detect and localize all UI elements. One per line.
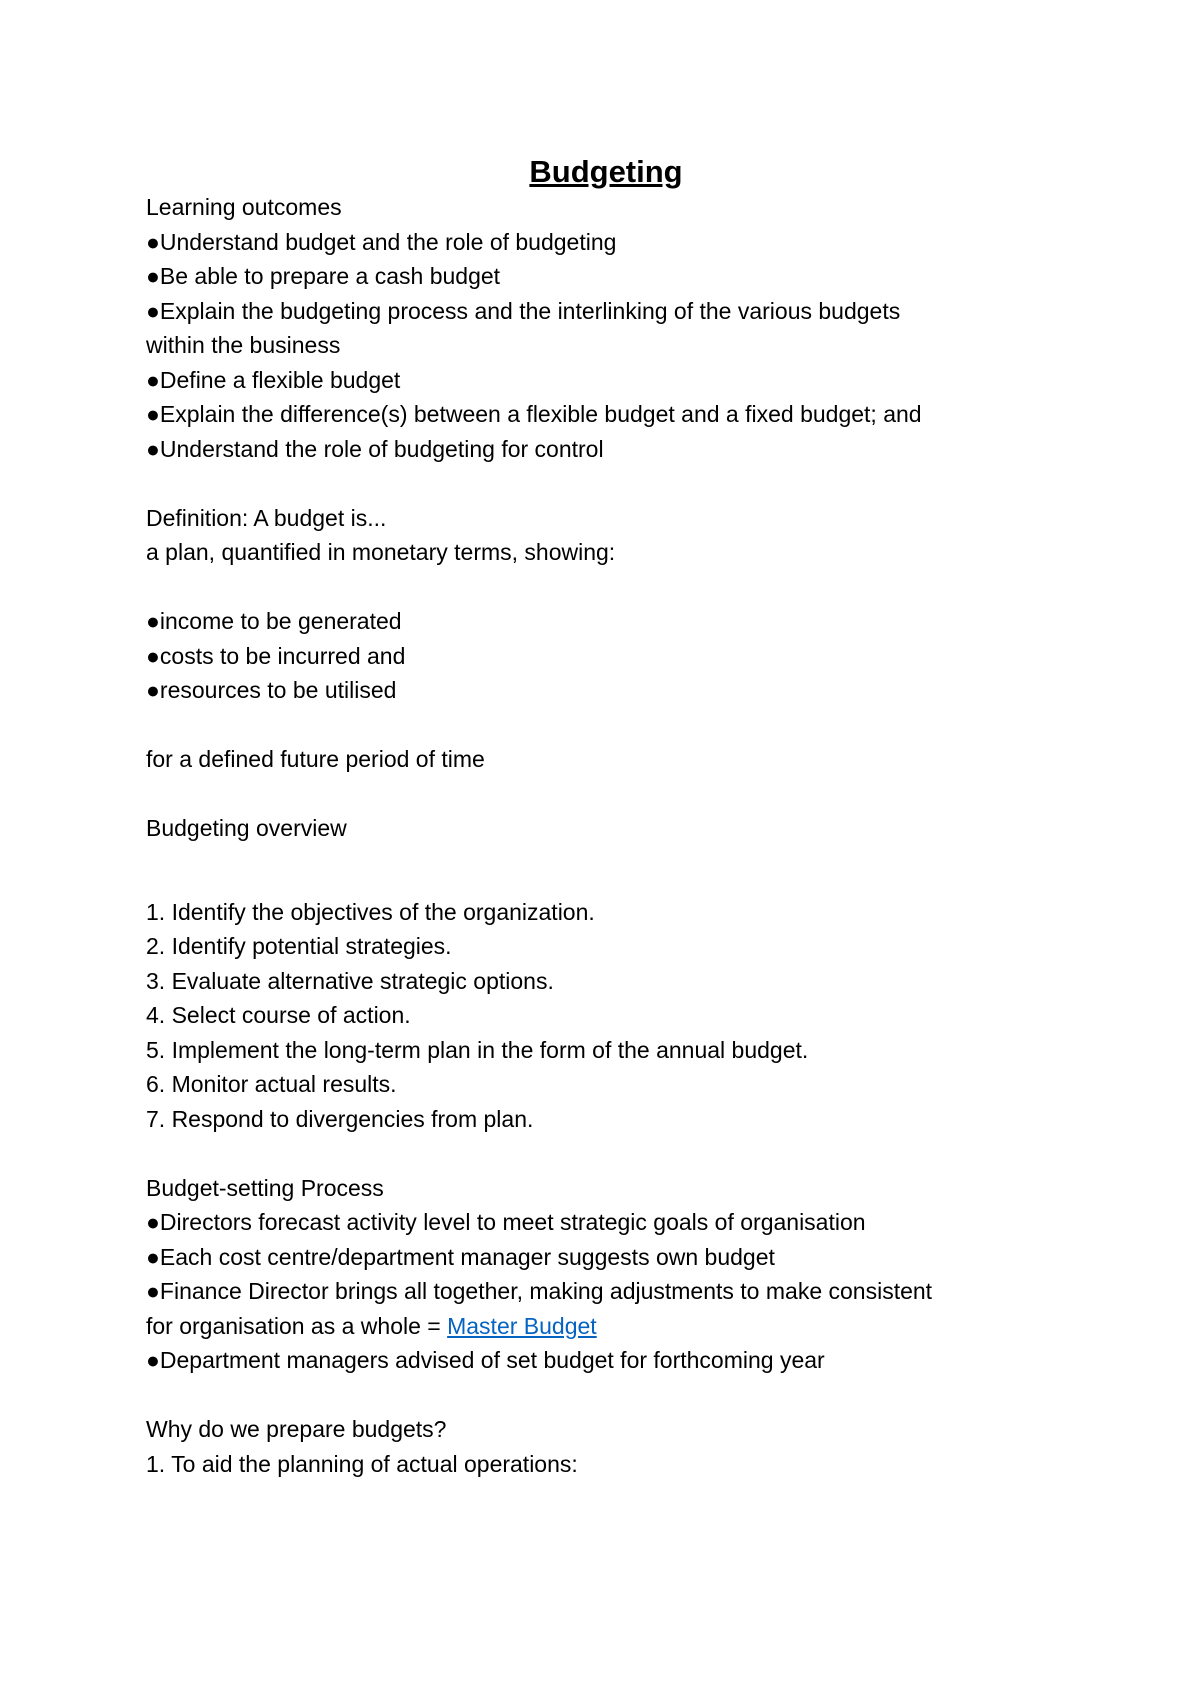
spacer xyxy=(146,1378,1066,1413)
bullet-icon: ● xyxy=(146,228,160,255)
spacer xyxy=(146,846,1066,895)
list-item: 3. Evaluate alternative strategic options. xyxy=(146,967,554,994)
bullet-icon: ● xyxy=(146,1278,160,1304)
learning-outcomes-heading: Learning outcomes xyxy=(146,194,342,220)
document-title: Budgeting xyxy=(529,154,683,189)
bullet-icon: ● xyxy=(146,263,160,289)
list-item: 6. Monitor actual results. xyxy=(146,1071,397,1097)
bullet-icon: ● xyxy=(146,435,160,462)
list-item: ●costs to be incurred and xyxy=(146,642,406,669)
list-item: ●Finance Director brings all together, making adjustments to make consistent xyxy=(146,1278,933,1304)
process-list xyxy=(146,1205,1066,1378)
list-item: ●Understand budget and the role of budgeting xyxy=(146,228,617,255)
spacer xyxy=(146,466,1066,501)
list-item: 2. Identify potential strategies. xyxy=(146,933,452,959)
why-heading: Why do we prepare budgets? xyxy=(146,1416,447,1442)
bullet-icon: ● xyxy=(146,677,160,703)
bullet-icon: ● xyxy=(146,297,160,324)
list-item: 5. Implement the long-term plan in the form of the annual budget. xyxy=(146,1036,809,1063)
bullet-icon: ● xyxy=(146,366,160,393)
definition-heading: Definition: A budget is... xyxy=(146,504,387,531)
list-item: ●Be able to prepare a cash budget xyxy=(146,263,501,289)
learning-outcomes-list xyxy=(146,225,1066,467)
bullet-icon: ● xyxy=(146,1347,160,1373)
definition-list xyxy=(146,604,1066,708)
overview-steps xyxy=(146,895,1066,1137)
list-item-continuation: for organisation as a whole = Master Budget xyxy=(146,1312,597,1339)
list-item: ●Explain the budgeting process and the interlinking of the various budgets xyxy=(146,297,901,324)
document-page xyxy=(146,150,1066,1481)
list-item: ●income to be generated xyxy=(146,608,402,634)
master-budget-link[interactable]: Master Budget xyxy=(447,1312,597,1339)
list-item: ●Directors forecast activity level to meet strategic goals of organisation xyxy=(146,1209,866,1235)
bullet-icon: ● xyxy=(146,401,160,427)
list-item: ●Each cost centre/department manager suggests own budget xyxy=(146,1243,775,1270)
spacer xyxy=(146,777,1066,812)
list-item: 1. Identify the objectives of the organization. xyxy=(146,898,595,925)
definition-closing: for a defined future period of time xyxy=(146,746,485,772)
spacer xyxy=(146,708,1066,743)
list-item: ●Define a flexible budget xyxy=(146,366,401,393)
process-heading: Budget-setting Process xyxy=(146,1174,384,1201)
bullet-icon: ● xyxy=(146,608,160,634)
bullet-icon: ● xyxy=(146,642,160,669)
list-item: ●Department managers advised of set budget for forthcoming year xyxy=(146,1347,825,1373)
list-item: ●resources to be utilised xyxy=(146,677,397,703)
bullet-icon: ● xyxy=(146,1243,160,1270)
list-item-continuation: within the business xyxy=(146,332,341,358)
definition-intro: a plan, quantified in monetary terms, showing: xyxy=(146,539,616,565)
spacer xyxy=(146,1136,1066,1171)
list-item: ●Explain the difference(s) between a flexible budget and a fixed budget; and xyxy=(146,401,922,427)
bullet-icon: ● xyxy=(146,1209,160,1235)
overview-heading: Budgeting overview xyxy=(146,815,347,841)
why-first-point: 1. To aid the planning of actual operations: xyxy=(146,1450,578,1477)
list-item: ●Understand the role of budgeting for control xyxy=(146,435,604,462)
list-item: 7. Respond to divergencies from plan. xyxy=(146,1105,534,1132)
spacer xyxy=(146,570,1066,605)
list-item: 4. Select course of action. xyxy=(146,1002,411,1028)
